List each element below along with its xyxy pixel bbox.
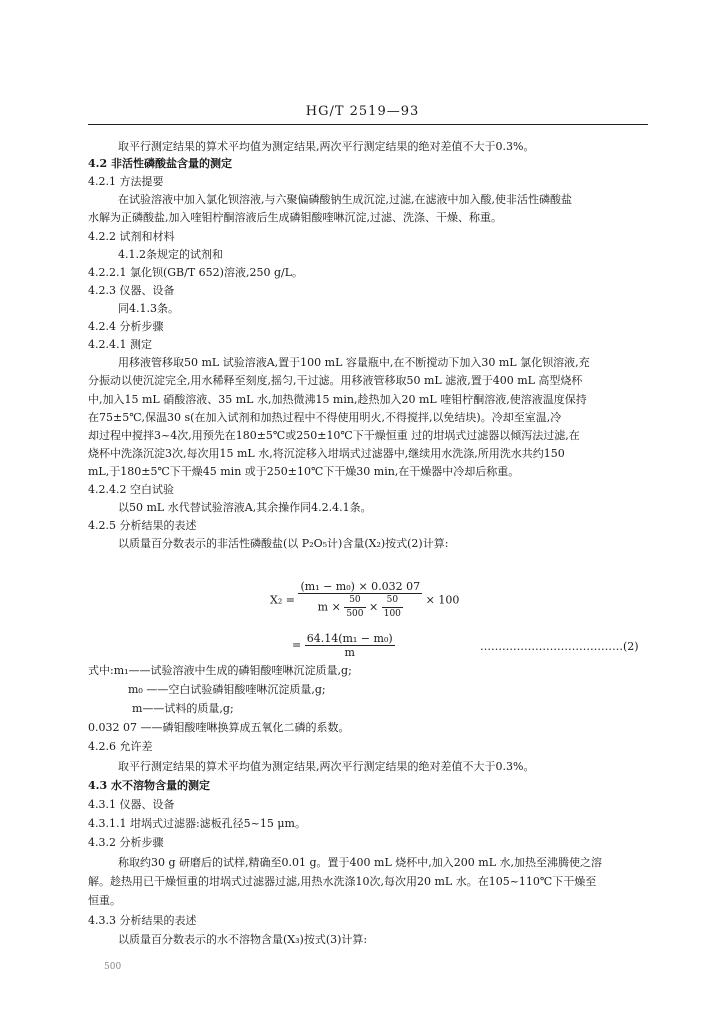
formula-dilution-fraction-1 [344, 594, 365, 621]
text-line: 以质量百分数表示的水不溶物含量(X₃)按式(3)计算: [118, 933, 368, 946]
formula-line-1 [270, 580, 459, 621]
variable-definition: m₀ ——空白试验磷钼酸喹啉沉淀质量,g; [128, 683, 326, 696]
clause-heading: 4.2.4.2 空白试验 [88, 483, 174, 496]
formula-den-mass: m × [317, 600, 341, 614]
text-line: 在试验溶液中加入氯化钡溶液,与六聚偏磷酸钠生成沉淀,过滤,在滤液中加入酸,使非活性磷酸盐 [118, 193, 572, 206]
variable-definition: 0.032 07 ——磷钼酸喹啉换算成五氧化二磷的系数。 [88, 721, 350, 734]
text-line: 以质量百分数表示的非活性磷酸盐(以 P₂O₅计)含量(X₂)按式(2)计算: [118, 537, 449, 550]
subsection-heading: 4.2.6 允许差 [88, 740, 153, 753]
subsection-heading: 4.2.2 试剂和材料 [88, 230, 175, 243]
formula-dilution-fraction-2 [382, 594, 403, 621]
formula-simplified-fraction [305, 632, 395, 659]
text-line: 水解为正磷酸盐,加入喹钼柠酮溶液后生成磷钼酸喹啉沉淀,过滤、洗涤、干燥、称重。 [88, 211, 502, 224]
formula-denominator [298, 594, 422, 621]
formula-frac1-num: 50 [344, 594, 365, 608]
formula-frac2-num: 50 [382, 594, 403, 608]
text-line: 同4.1.3条。 [118, 302, 179, 315]
subsection-heading: 4.2.3 仪器、设备 [88, 284, 175, 297]
text-line: 恒重。 [88, 894, 121, 907]
subsection-heading: 4.2.4 分析步骤 [88, 320, 164, 333]
text-line: 称取约30 g 研磨后的试样,精确至0.01 g。置于400 mL 烧杯中,加入200 mL 水,加热至沸腾使之溶 [118, 856, 602, 869]
text-line: 中,加入15 mL 硝酸溶液、35 mL 水,加热微沸15 min,趁热加入20 mL 喹钼柠酮溶液,使溶液温度保持 [88, 393, 587, 406]
text-line: 在75±5℃,保温30 s(在加入试剂和加热过程中不得使用明火,不得搅拌,以免结块)。冷却至室温,冷 [88, 411, 562, 424]
clause-line: 4.2.2.1 氯化钡(GB/T 652)溶液,250 g/L。 [88, 266, 304, 279]
subsection-heading: 4.3.1 仪器、设备 [88, 798, 175, 811]
text-line: mL,于180±5℃下干燥45 min 或于250±10℃下干燥30 min,在干燥器中冷却后称重。 [88, 465, 520, 478]
standard-code-header: HG/T 2519—93 [305, 104, 420, 119]
formula-equals: = [292, 638, 302, 652]
variable-definition: 式中:m₁——试验溶液中生成的磷钼酸喹啉沉淀质量,g; [88, 664, 352, 677]
subsection-heading: 4.2.5 分析结果的表述 [88, 519, 197, 532]
text-line: 取平行测定结果的算术平均值为测定结果,两次平行测定结果的绝对差值不大于0.3%。 [118, 760, 535, 773]
formula-lhs: X₂ = [270, 593, 295, 607]
formula-line-2 [292, 632, 395, 659]
section-heading: 4.2 非活性磷酸盐含量的测定 [88, 157, 232, 170]
header-rule [88, 124, 648, 125]
formula-simplified-denominator: m [344, 646, 355, 659]
subsection-heading: 4.2.1 方法提要 [88, 175, 164, 188]
clause-heading: 4.2.4.1 测定 [88, 338, 152, 351]
variable-definition: m——试料的质量,g; [132, 702, 234, 715]
formula-multiplier: × 100 [425, 593, 460, 607]
formula-simplified-numerator: 64.14(m₁ − m₀) [306, 632, 393, 645]
text-line: 解。趁热用已干燥恒重的坩埚式过滤器过滤,用热水洗涤10次,每次用20 mL 水。在105~110℃下干燥至 [88, 875, 597, 888]
text-line: 分振动以使沉淀完全,用水稀释至刻度,摇匀,干过滤。用移液管移取50 mL 滤液,置于400 mL 高型烧杯 [88, 374, 583, 387]
clause-line: 4.3.1.1 坩埚式过滤器:滤板孔径5~15 μm。 [88, 817, 306, 830]
formula-numerator: (m₁ − m₀) × 0.032 07 [300, 580, 421, 593]
text-line: 取平行测定结果的算术平均值为测定结果,两次平行测定结果的绝对差值不大于0.3%。 [118, 140, 535, 153]
text-line: 烧杯中洗涤沉淀3次,每次用15 mL 水,将沉淀移入坩埚式过滤器中,继续用水洗涤,所用洗水共约150 [88, 447, 565, 460]
subsection-heading: 4.3.3 分析结果的表述 [88, 914, 197, 927]
subsection-heading: 4.3.2 分析步骤 [88, 836, 164, 849]
text-line: 4.1.2条规定的试剂和 [118, 248, 223, 261]
formula-frac2-den: 100 [383, 609, 401, 619]
formula-times: × [369, 600, 379, 614]
page-number: 500 [104, 962, 122, 972]
text-line: 以50 mL 水代替试验溶液A,其余操作同4.2.4.1条。 [118, 501, 372, 514]
equation-number: …………………………………(2) [480, 640, 639, 653]
formula-main-fraction [298, 580, 422, 621]
text-line: 却过程中搅拌3~4次,用预先在180±5℃或250±10℃下干燥恒重 过的坩埚式过滤器以倾泻法过滤,在 [88, 429, 580, 442]
formula-frac1-den: 500 [346, 609, 364, 619]
section-heading: 4.3 水不溶物含量的测定 [88, 779, 210, 792]
text-line: 用移液管移取50 mL 试验溶液A,置于100 mL 容量瓶中,在不断搅动下加入30 mL 氯化钡溶液,充 [118, 356, 590, 369]
